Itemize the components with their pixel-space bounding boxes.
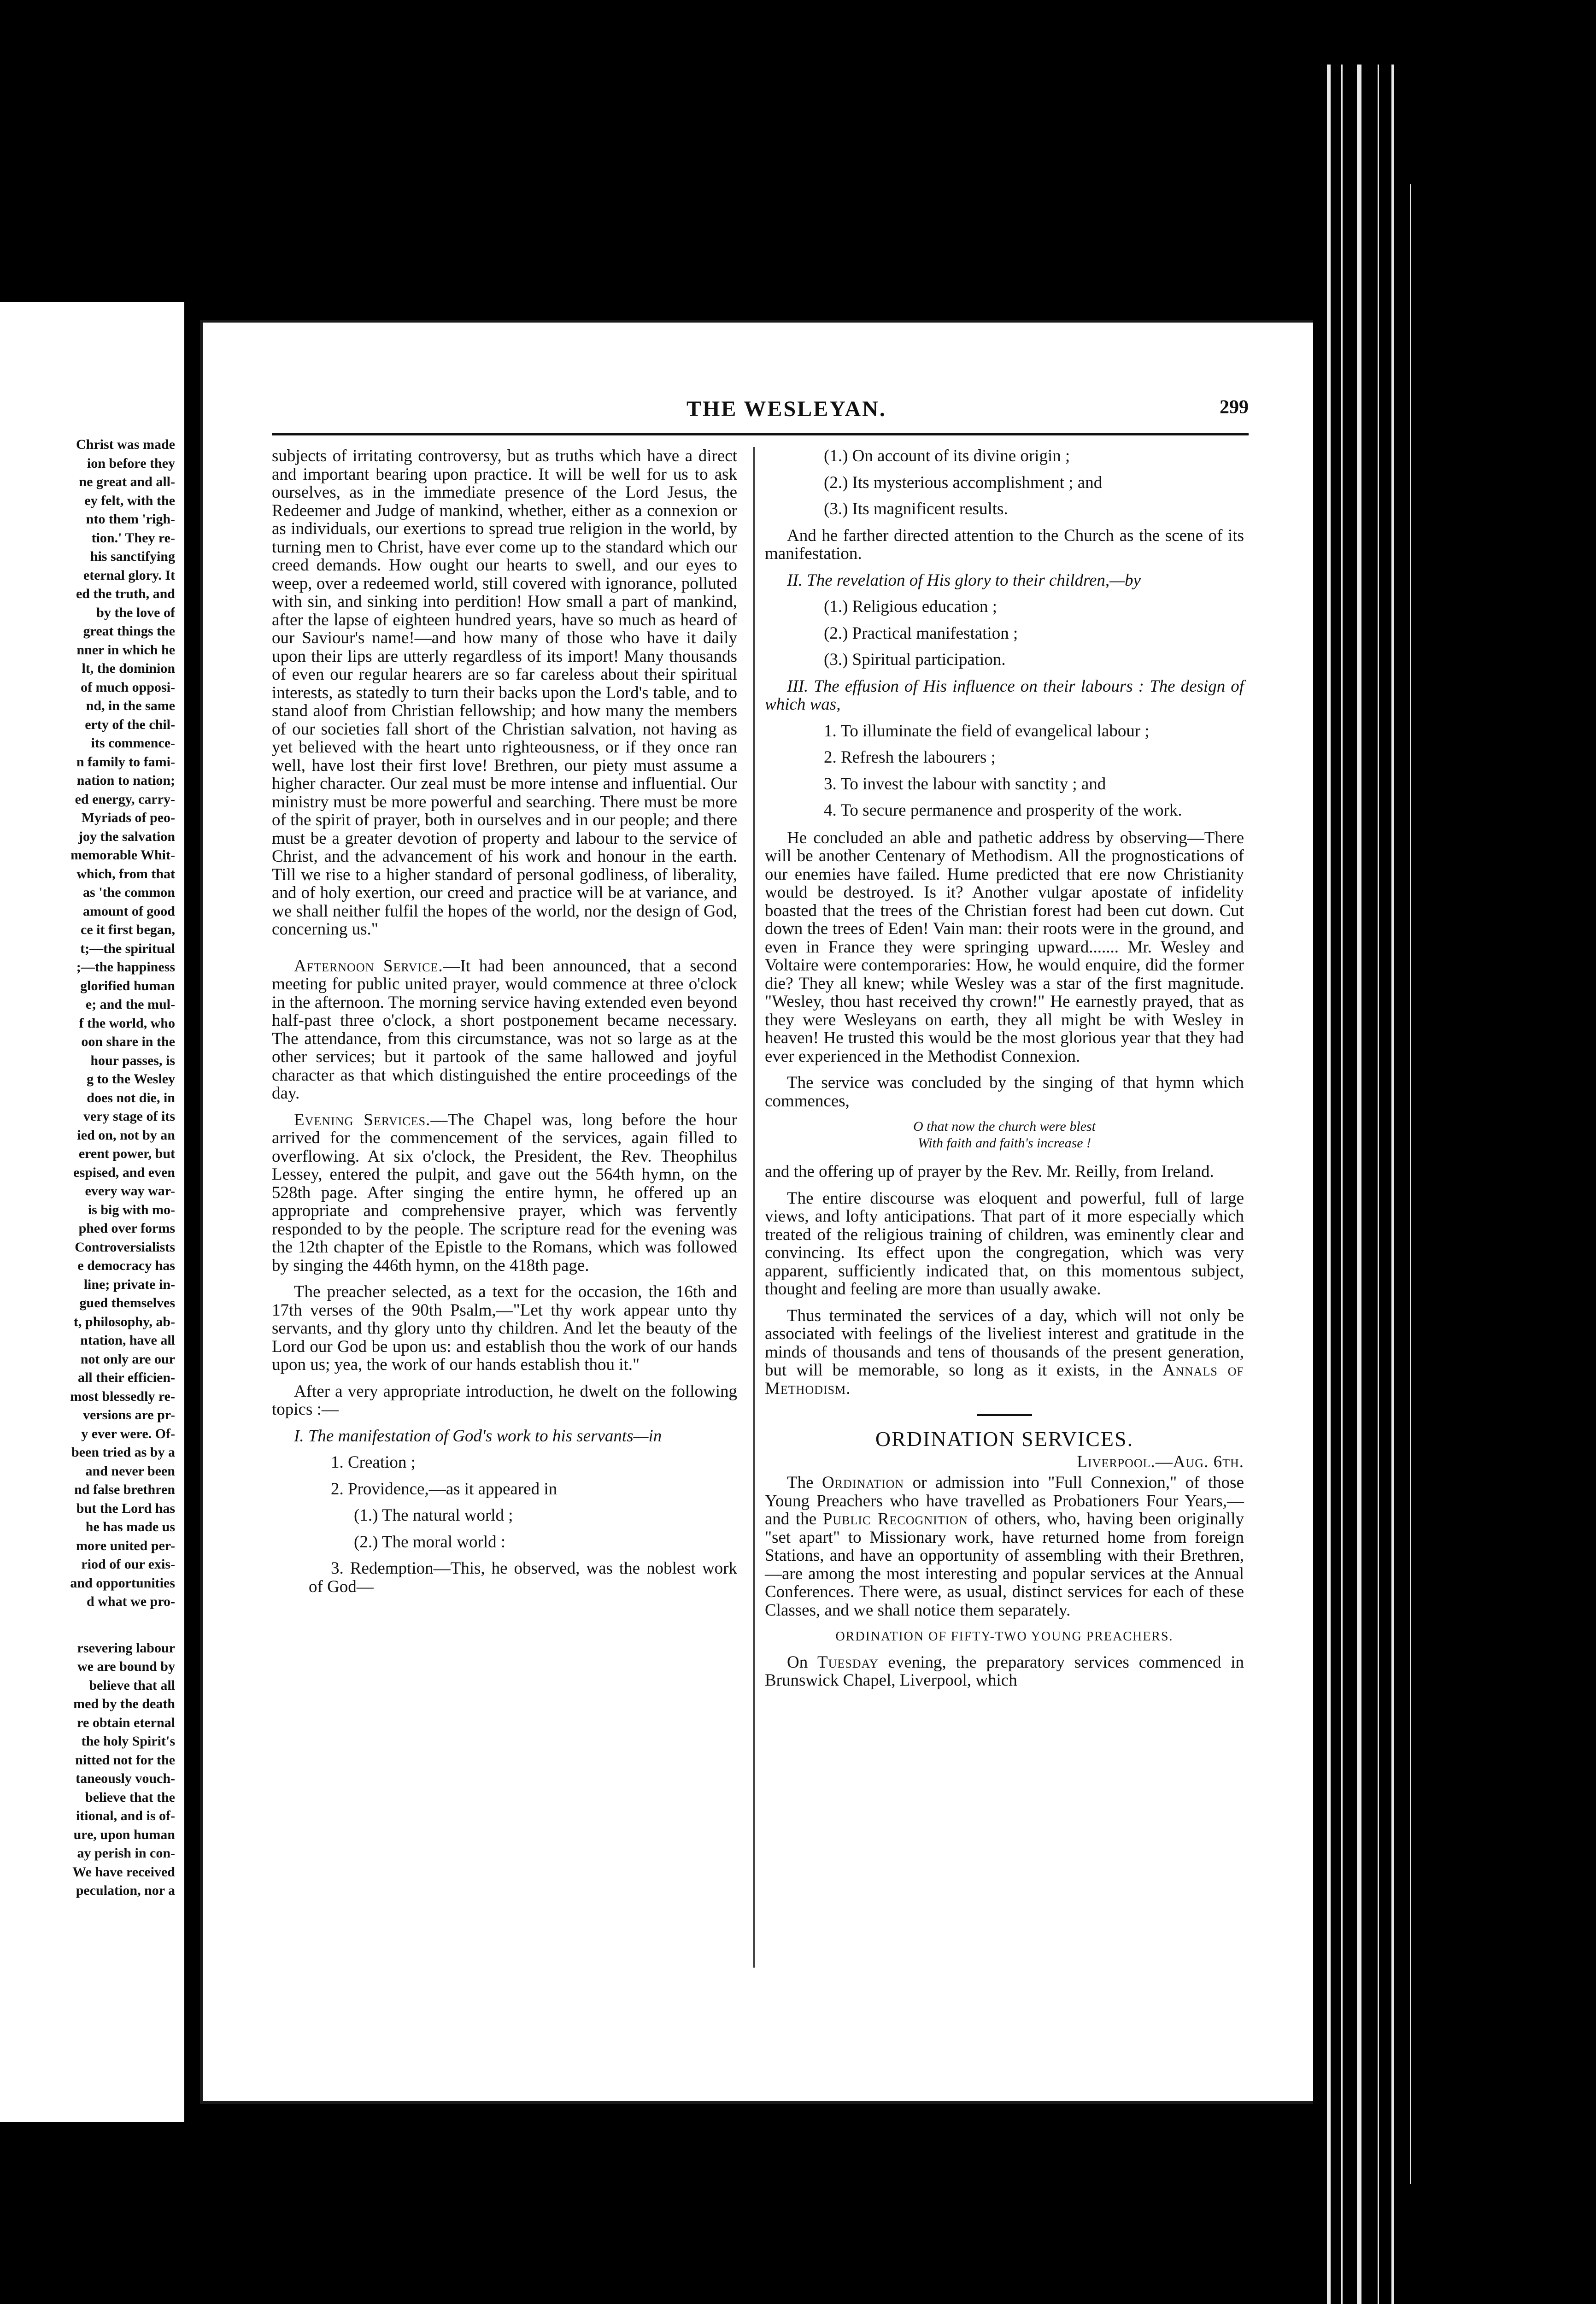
facing-page-line: tion.' They re- [91,530,175,546]
facing-page-line: d what we pro- [87,1594,175,1609]
facing-page-line: ay perish in con- [77,1846,175,1861]
hymn-line: With faith and faith's increase ! [917,1135,1091,1151]
topic-heading [765,571,1244,590]
annals-label: Annals of Methodism. [765,1361,1244,1398]
page-header [272,396,1249,433]
topic-subitem: (1.) On account of its divine origin ; [824,447,1070,465]
facing-page-line: riod of our exis- [81,1557,175,1572]
paragraph [765,1653,1244,1690]
facing-page-line: ntation, have all [80,1333,175,1348]
subsection-heading: ORDINATION OF FIFTY-TWO YOUNG PREACHERS. [835,1629,1174,1644]
facing-page-line: Myriads of peo- [81,810,175,825]
facing-page-line: believe that all [89,1677,175,1693]
facing-page-line: great things the [83,623,175,639]
topic-subitem: (3.) Its magnificent results. [824,500,1008,518]
book-spine-shadow [184,295,203,2134]
paragraph-text: evening, the preparatory services commenced in Brunswick Chapel, Liverpool, which [765,1652,1244,1690]
topic-title: I. The manifestation of God's work to his servants—in [294,1426,662,1446]
facing-page-line: versions are pr- [83,1407,175,1422]
facing-page-line: most blessedly re- [70,1388,175,1404]
facing-page-line: nner in which he [76,642,175,658]
recognition-label: Public Recognition [822,1510,968,1528]
facing-page-fragment [0,302,184,2122]
facing-page-line: taneously vouch- [76,1771,175,1786]
ordination-label: Ordination [821,1473,904,1492]
facing-page-line: n family to fami- [76,754,175,770]
facing-page-line: all their efficien- [77,1370,175,1385]
book-binding-edge [1313,65,1596,2304]
facing-page-line: his sanctifying [90,549,175,564]
paragraph [765,1307,1244,1398]
facing-page-line: very stage of its [83,1109,175,1124]
facing-page-line: line; private in- [83,1276,175,1292]
facing-page-line: itional, and is of- [76,1808,175,1823]
facing-page-line: does not die, in [87,1090,175,1105]
topic-item: 3. Redemption—This, he observed, was the noblest work of God— [309,1559,737,1596]
facing-page-line: ied on, not by an [77,1127,175,1143]
facing-page-line: its commence- [91,735,175,751]
facing-page-line: nitted not for the [75,1752,175,1768]
facing-page-line: nd false brethren [74,1482,175,1497]
paragraph: The entire discourse was eloquent and powerful, full of large views, and lofty anticipations. That part of it more especially which treated of the religious training of children, was eminently clear and convincing. Its effect upon the congregation, which was very apparent, sufficiently indicated that, on this momentous subject, thought and feeling are more than usually awake. [765,1188,1244,1299]
paragraph: After a very appropriate introduction, he dwelt on the following topics :— [272,1381,737,1419]
facing-page-line: as 'the common [83,885,175,900]
facing-page-line: he has made us [85,1519,175,1534]
facing-page-line: is big with mo- [88,1202,175,1217]
facing-page-line: we are bound by [77,1659,175,1674]
paragraph-text: of others, who, having been originally "set apart" to Missionary work, have returned home from foreign Stations, and have an opportunity of assembling with their Brethren,—are among the most interesting and popular services at the Annual Conferences. There were, as usual, distinct services for each of these Classes, and we shall notice them separately. [765,1510,1244,1620]
topic-subitem: (1.) Religious education ; [824,597,998,616]
paragraph: and the offering up of prayer by the Rev. Mr. Reilly, from Ireland. [765,1162,1214,1181]
facing-page-line: more united per- [76,1538,175,1553]
facing-page-line: t;—the spiritual [80,940,175,956]
facing-page-line: ey felt, with the [84,493,175,508]
left-column [272,447,737,1604]
facing-page-line: ne great and all- [79,474,175,489]
paragraph: And he farther directed attention to the Church as the scene of its manifestation. [765,526,1244,563]
afternoon-service-label: Afternoon Service. [294,956,443,976]
facing-page-line: erty of the chil- [85,717,175,732]
facing-page-line: by the love of [96,605,175,620]
binding-line [1378,65,1379,2304]
topic-item: 2. Refresh the labourers ; [824,748,996,767]
facing-page-line: e democracy has [77,1258,175,1273]
facing-page-line: espised, and even [73,1164,175,1180]
journal-page [203,323,1313,2101]
facing-page-line: Christ was made [76,437,175,452]
paragraph: He concluded an able and pathetic address by observing—There will be another Centenary of Methodism. All the prognostications of our enemies have failed. Hume predicted that ere now Christianity would be destroyed. Is it? Another vulgar apostate of infidelity boasted that the trees of the Christian forest had been cut down. Cut down the trees of Eden! Vain man: their roots were in the ground, and even in France they were springing upward....... Mr. Wesley and Voltaire were contemporaries: How, he would enquire, did the former die? They all knew; while Wesley was a star of the first magnitude. "Wesley, thou hast received thy crown!" He earnestly prayed, that as they were Wesleyans on earth, they all might be with Wesley in heaven! He trusted this would be the most glorious year that they had ever experienced in the Methodist Connexion. [765,828,1244,1066]
hymn-line: O that now the church were blest [913,1119,1096,1134]
facing-page-line: e; and the mul- [85,997,175,1012]
topic-subitem: (2.) The moral world : [354,1532,506,1552]
facing-page-line: and opportunities [70,1575,175,1591]
facing-page-line: f the world, who [79,1015,175,1031]
facing-page-line: phed over forms [78,1221,175,1236]
paragraph-text: Thus terminated the services of a day, which will not only be associated with feelings of the liveliest interest and gratitude in the minds of thousands and tens of thousands of the present generation, but will be memorable, so long as it exists, in the [765,1306,1244,1380]
tuesday-label: Tuesday [817,1652,879,1672]
topic-subitem: (3.) Spiritual participation. [824,650,1006,669]
afternoon-service-paragraph [272,957,737,1103]
facing-page-line: memorable Whit- [70,847,175,863]
facing-page-line: y ever were. Of- [81,1426,175,1441]
facing-page-line: peculation, nor a [76,1883,175,1898]
paragraph [765,1474,1244,1619]
facing-page-line: of much opposi- [80,679,175,695]
facing-page-line: Controversialists [75,1239,175,1255]
facing-page-line: rsevering labour [77,1640,175,1656]
facing-page-line: eternal glory. It [83,567,175,583]
facing-page-line: which, from that [76,866,175,882]
facing-page-line: lt, the dominion [82,661,175,676]
facing-page-line: hour passes, is [90,1052,175,1068]
facing-page-line: g to the Wesley [87,1071,175,1087]
facing-page-line: every way war- [85,1183,175,1199]
paragraph-text: or admission into "Full Connexion," of those Young Preachers who have travelled as Probationers Four Years,—and the [765,1473,1244,1528]
evening-services-paragraph [272,1111,737,1275]
topic-item: 3. To invest the labour with sanctity ; and [824,774,1106,793]
facing-page-line: ed energy, carry- [75,791,175,807]
facing-page-line: glorified human [80,978,175,993]
facing-page-line: ce it first began, [81,922,175,937]
binding-line [1341,65,1343,2304]
topic-item: 1. To illuminate the field of evangelical labour ; [824,721,1150,741]
right-column [765,447,1244,1698]
binding-line [1391,65,1394,2304]
section-rule [977,1414,1032,1416]
topic-item: 4. To secure permanence and prosperity of the work. [824,801,1182,820]
topic-subitem: (2.) Practical manifestation ; [824,623,1018,643]
facing-page-line: and never been [85,1463,175,1479]
facing-page-line: ;—the happiness [76,959,175,975]
evening-services-text: —The Chapel was, long before the hour arrived for the commencement of the services, again filled to overflowing. At six o'clock, the President, the Rev. Theophilus Lessey, entered the pulpit, and gave out the 564th hymn, on the 528th page. After singing the entire hymn, he offered up an appropriate and comprehensive prayer, which was fervently responded to by the people. The scripture read for the evening was the 12th chapter of the Epistle to the Romans, which was followed by singing the 446th hymn, on the 418th page. [272,1110,737,1275]
facing-page-line: nd, in the same [86,698,175,713]
facing-page-line: nto them 'righ- [86,511,175,527]
evening-services-label: Evening Services. [294,1110,431,1129]
paragraph: The service was concluded by the singing of that hymn which commences, [765,1073,1244,1111]
facing-page-line: med by the death [73,1696,175,1711]
facing-page-line: re obtain eternal [77,1715,175,1730]
topic-title: III. The effusion of His influence on their labours : The design of which was, [765,676,1244,714]
topic-heading [272,1427,737,1446]
facing-page-line: t, philosophy, ab- [73,1314,175,1329]
binding-line [1410,184,1411,2184]
facing-page-lines [9,435,175,1900]
running-title: THE WESLEYAN. [687,397,886,421]
facing-page-line: gued themselves [79,1295,175,1311]
facing-page-line: ure, upon human [73,1827,175,1842]
dateline: Liverpool.—Aug. 6th. [1077,1452,1244,1471]
facing-page-line: been tried as by a [71,1445,175,1460]
facing-page-line: not only are our [80,1351,175,1367]
column-divider [753,447,755,1968]
facing-page-line: amount of good [82,903,175,919]
topic-subitem: (1.) The natural world ; [354,1506,513,1525]
facing-page-line: erent power, but [78,1146,175,1161]
header-rule [272,433,1249,435]
facing-page-line: nation to nation; [76,773,175,788]
paragraph: The preacher selected, as a text for the occasion, the 16th and 17th verses of the 90th Psalm,—"Let thy work appear unto thy servants, and thy glory unto thy children. And let the beauty of the Lord our God be upon us: and establish thou the work of our hands upon us; yea, the work of our hands establish thou it." [272,1282,737,1374]
facing-page-line: joy the salvation [78,829,175,844]
page-number: 299 [1220,397,1249,418]
topic-item: 1. Creation ; [331,1453,416,1472]
binding-line [1327,65,1331,2304]
paragraph-text: The [787,1473,822,1492]
facing-page-line: ion before they [87,455,175,471]
binding-line [1357,65,1361,2304]
facing-page-line: believe that the [85,1789,175,1805]
paragraph-text: On [787,1652,817,1672]
topic-heading [765,677,1244,714]
paragraph: subjects of irritating controversy, but as truths which have a direct and important bearing upon practice. It will be well for us to ask ourselves, as in the immediate presence of the Lord Jesus, the Redeemer and Judge of mankind, whether, either as a connexion or as individuals, our exertions to spread true religion in the world, by turning men to Christ, have ever come up to the standard which our creed demands. How ought our hearts to swell, and our eyes to weep, over a redeemed world, still covered with ignorance, polluted with sin, and sinking into perdition! How small a part of mankind, after the lapse of eighteen hundred years, have so much as heard of our Saviour's name!—and how many of those who have it daily upon their lips are utterly regardless of its import! Many thousands of even our regular hearers are so far careless about their spiritual interests, as statedly to turn their backs upon the Lord's table, and to stand aloof from Christian fellowship; and how many the members of our societies fall short of the Christian salvation, not having as yet believed with the heart unto righteousness, or if they once ran well, have lost their first love! Brethren, our piety must assume a higher character. Our zeal must be more intense and influential. Our ministry must be more powerful and searching. There must be more of the spirit of prayer, both in ourselves and in our people; and there must be a greater devotion of property and labour to the service of Christ, and the advancement of his work and honour in the earth. Till we rise to a higher standard of personal godliness, of liberality, and of holy exertion, our creed and practice will be at variance, and we shall neither fulfil the hopes of the world, nor the design of God, concerning us." [272,447,737,939]
section-heading: ORDINATION SERVICES. [875,1427,1134,1451]
topic-subitem: (2.) Its mysterious accomplishment ; and [824,473,1103,492]
facing-page-line: but the Lord has [76,1500,175,1516]
facing-page-line: We have received [72,1864,175,1880]
facing-page-line: the holy Spirit's [81,1734,175,1749]
hymn-verse [765,1118,1244,1152]
afternoon-service-text: —It had been announced, that a second meeting for public united prayer, would commence at three o'clock in the afternoon. The morning service having extended even beyond half-past three o'clock, a short postponement became necessary. The attendance, from this circumstance, was not so large as at the other services; but it partook of the same hallowed and joyful character as that which distinguished the entire proceedings of the day. [272,956,737,1103]
facing-page-line: ed the truth, and [76,586,175,601]
facing-page-line: oon share in the [81,1034,175,1049]
topic-title: II. The revelation of His glory to their children,—by [787,570,1141,590]
topic-item: 2. Providence,—as it appeared in [331,1479,557,1499]
